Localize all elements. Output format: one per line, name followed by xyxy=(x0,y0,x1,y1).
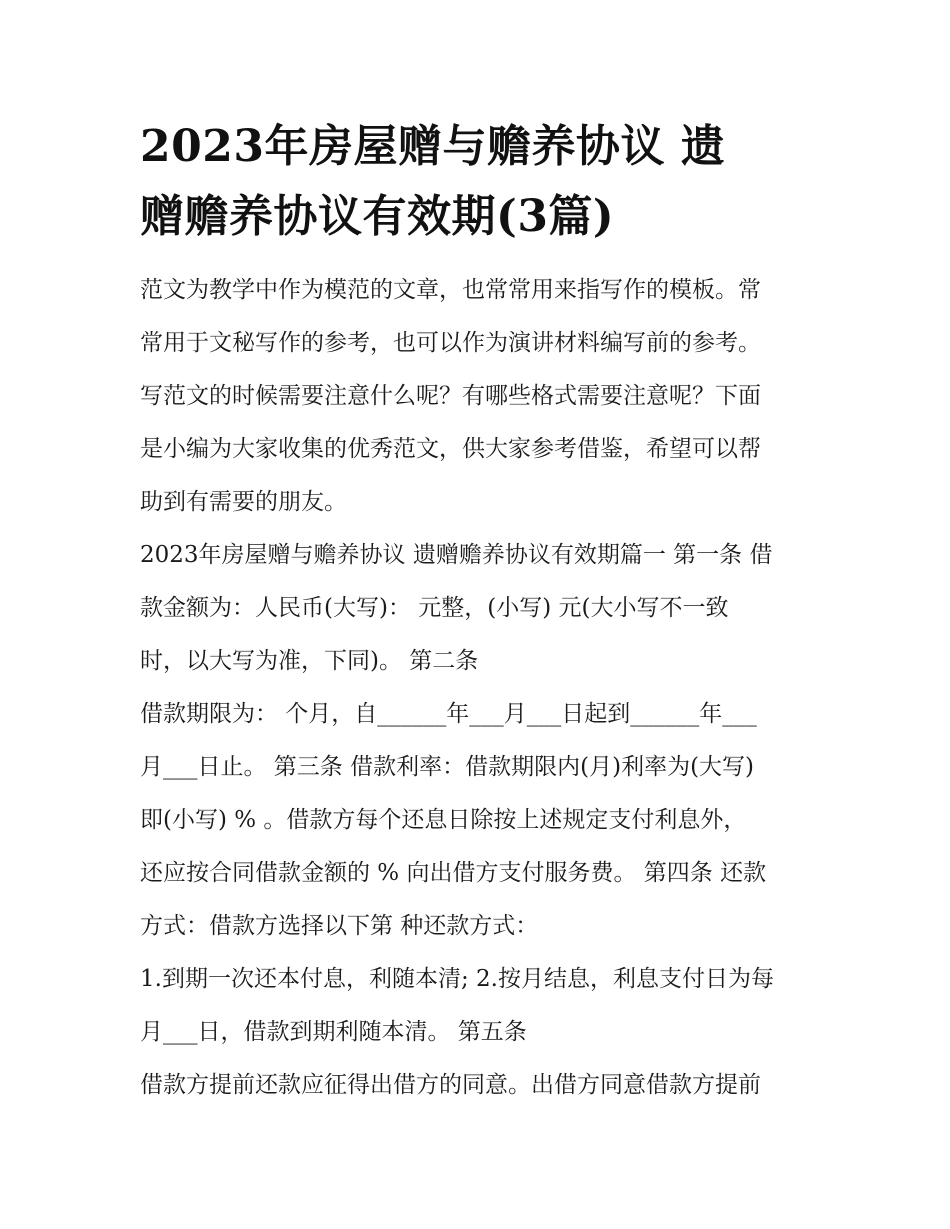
text-line: 是小编为大家收集的优秀范文，供大家参考借鉴，希望可以帮 xyxy=(140,436,761,462)
text-line: 还应按合同借款金额的 % 向出借方支付服务费。 第四条 还款 xyxy=(140,860,767,886)
text-line: 月___日，借款到期利随本清。 第五条 xyxy=(140,1019,527,1045)
text-line: 常用于文秘写作的参考，也可以作为演讲材料编写前的参考。 xyxy=(140,330,761,356)
text-line: 方式：借款方选择以下第 种还款方式： xyxy=(140,913,539,939)
document-body xyxy=(140,264,820,1112)
text-line: 月___日止。 第三条 借款利率：借款期限内(月)利率为(大写) xyxy=(140,754,755,780)
text-line: 借款方提前还款应征得出借方的同意。出借方同意借款方提前 xyxy=(140,1072,761,1098)
text-line: 即(小写) % 。借款方每个还息日除按上述规定支付利息外， xyxy=(140,807,747,833)
text-line: 写范文的时候需要注意什么呢？有哪些格式需要注意呢？下面 xyxy=(140,383,761,409)
text-line: 助到有需要的朋友。 xyxy=(140,489,347,515)
title-spacer xyxy=(140,252,820,264)
text-line: 1.到期一次还本付息，利随本清; 2.按月结息，利息支付日为每 xyxy=(140,966,774,992)
document-content xyxy=(140,112,820,1112)
document-title xyxy=(140,112,820,252)
text-line: 时，以大写为准，下同)。 第二条 xyxy=(140,648,479,674)
text-line: 借款期限为： 个月，自______年___月___日起到______年___ xyxy=(140,701,757,727)
title-line: 2023年房屋赠与赡养协议 遗 xyxy=(140,121,726,172)
text-line: 范文为教学中作为模范的文章，也常常用来指写作的模板。常 xyxy=(140,277,761,303)
title-line: 赠赡养协议有效期(3篇) xyxy=(140,191,615,242)
text-line: 款金额为：人民币(大写)： 元整，(小写) 元(大小写不一致 xyxy=(140,595,729,621)
text-line: 2023年房屋赠与赡养协议 遗赠赡养协议有效期篇一 第一条 借 xyxy=(140,542,773,568)
